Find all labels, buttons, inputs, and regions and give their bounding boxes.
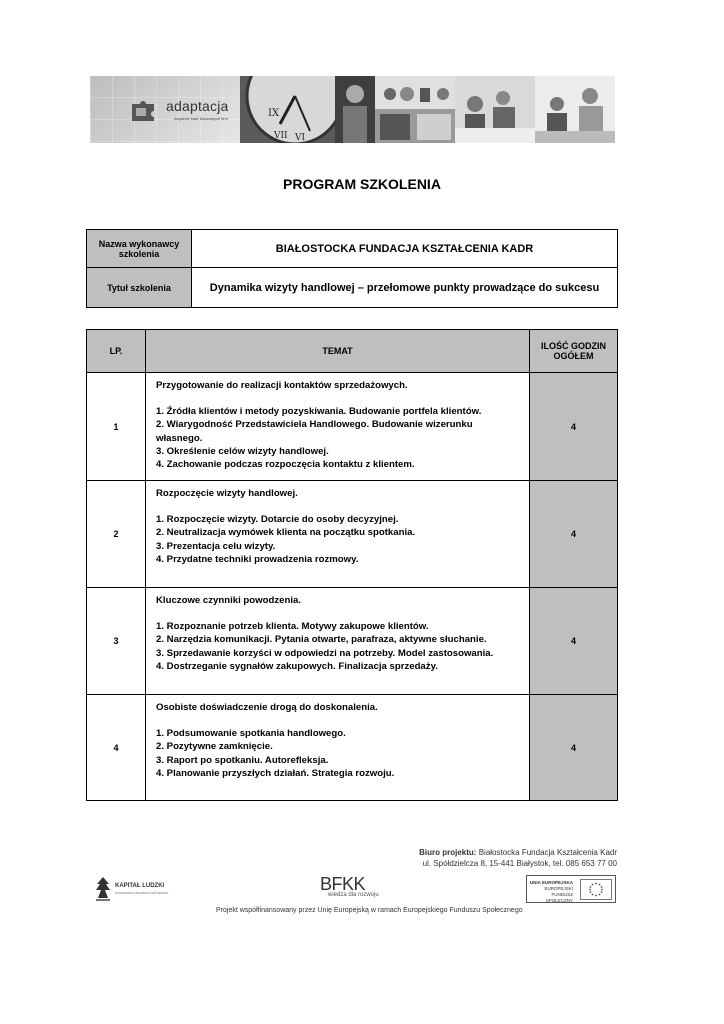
table-row [87,695,618,801]
info-table [86,229,618,308]
person-photo-icon [335,76,375,143]
page-title: PROGRAM SZKOLENIA [283,176,441,192]
office-photo-icon [455,76,535,143]
biuro-address: ul. Spółdzielcza 8, 15-441 Białystok, tel. 085 653 77 00 [422,859,617,868]
eu-line2: EUROPEJSKI [544,886,573,891]
row-topic [146,695,530,801]
bfkk-subtitle: wiedza dla rozwoju [328,892,379,898]
row-hours: 4 [530,481,618,588]
header-banner [90,76,615,143]
topic-item: 3. Raport po spotkaniu. Autorefleksja. [156,754,329,766]
clock-photo [240,76,335,143]
biuro-label: Biuro projektu: [419,848,477,857]
row-topic [146,373,530,481]
training-label: Tytuł szkolenia [87,268,192,308]
footer [90,845,620,920]
topic-item: 2. Narzędzia komunikacji. Pytania otwarte, parafraza, aktywne słuchanie. [156,634,487,646]
puzzle-logo-icon [130,100,156,122]
row-hours: 4 [530,373,618,481]
objects-photo-icon [375,76,455,143]
eu-line1: UNIA EUROPEJSKA [529,880,573,885]
training-value: Dynamika wizyty handlowej – przełomowe punkty prowadzące do sukcesu [192,268,618,308]
logo-text: adaptacja [166,98,229,114]
svg-text:VII: VII [274,131,288,141]
topic-item: 1. Źródła klientów i metody pozyskiwania. Budowanie portfela klientów. [156,406,482,418]
bfkk-text: BFKK [320,874,366,894]
topic-item: 1. Podsumowanie spotkania handlowego. [156,728,346,740]
row-lp: 4 [87,695,146,801]
bfkk-logo [320,874,390,900]
executor-label: Nazwa wykonawcy szkolenia [87,230,192,268]
row-hours: 4 [530,588,618,695]
adaptacja-logo [130,98,238,126]
topic-item: 3. Sprzedawanie korzyści w odpowiedzi na potrzeby. Model zastosowania. [156,647,494,659]
topic-item: 3. Prezentacja celu wizyty. [156,540,276,552]
photo-objects [375,76,455,143]
executor-value: BIAŁOSTOCKA FUNDACJA KSZTAŁCENIA KADR [192,230,618,268]
topic-title: Osobiste doświadczenie drogą do doskonalenia. [156,702,378,713]
photo-office [455,76,535,143]
table-row [87,588,618,695]
program-table [86,329,618,801]
topic-item: 2. Pozytywne zamknięcie. [156,741,273,753]
topic-item: 3. Określenie celów wizyty handlowej. [156,445,329,457]
kapital-ludzki-logo [95,876,175,902]
header-hours: ILOŚĆ GODZIN OGÓŁEM [530,330,618,373]
topic-item: 1. Rozpoczęcie wizyty. Dotarcie do osoby decyzyjnej. [156,514,399,526]
topic-item: 4. Zachowanie podczas rozpoczęcia kontaktu z klientem. [156,459,415,471]
kapital-ludzki-emblem-icon [95,876,111,902]
cofinancing-note: Projekt współfinansowany przez Unię Europejską w ramach Europejskiego Funduszu Społecznego [216,907,523,914]
clock-icon [240,76,335,143]
project-office [419,847,617,869]
row-hours: 4 [530,695,618,801]
puzzle-background [90,76,240,143]
logo-subtitle: wsparcie kadr kluczowych firm [174,116,229,121]
topic-item: 2. Neutralizacja wymówek klienta na początku spotkania. [156,527,416,539]
row-lp: 2 [87,481,146,588]
topic-item: 4. Przydatne techniki prowadzenia rozmowy. [156,553,359,565]
table-row [87,373,618,481]
eu-line3: FUNDUSZ SPOŁECZNY [545,892,573,903]
eu-logo [526,875,616,903]
svg-text:VI: VI [295,133,306,143]
photo-team [535,76,615,143]
topic-title: Przygotowanie do realizacji kontaktów sprzedażowych. [156,380,408,391]
topic-item: 4. Planowanie przyszłych działań. Strategia rozwoju. [156,767,395,779]
row-lp: 3 [87,588,146,695]
header-topic: TEMAT [146,330,530,373]
eu-flag-icon [580,879,612,900]
kapital-ludzki-subtitle: NARODOWA STRATEGIA SPÓJNOŚCI [115,891,169,895]
row-lp: 1 [87,373,146,481]
kapital-ludzki-text: KAPITAŁ LUDZKI [115,883,165,889]
topic-item: 4. Dostrzeganie sygnałów zakupowych. Finalizacja sprzedaży. [156,660,438,672]
header-lp: LP. [87,330,146,373]
svg-text:IX: IX [268,108,280,119]
topic-title: Rozpoczęcie wizyty handlowej. [156,488,298,499]
topic-title: Kluczowe czynniki powodzenia. [156,595,301,606]
row-topic [146,588,530,695]
eu-text [529,880,573,904]
biuro-name: Białostocka Fundacja Kształcenia Kadr [478,848,617,857]
row-topic [146,481,530,588]
topic-item: 1. Rozpoznanie potrzeb klienta. Motywy zakupowe klientów. [156,621,429,633]
team-photo-icon [535,76,615,143]
photo-man [335,76,375,143]
topic-item: 2. Wiarygodność Przedstawiciela Handlowego. Budowanie wizerunku własnego. [156,419,473,444]
table-row [87,481,618,588]
